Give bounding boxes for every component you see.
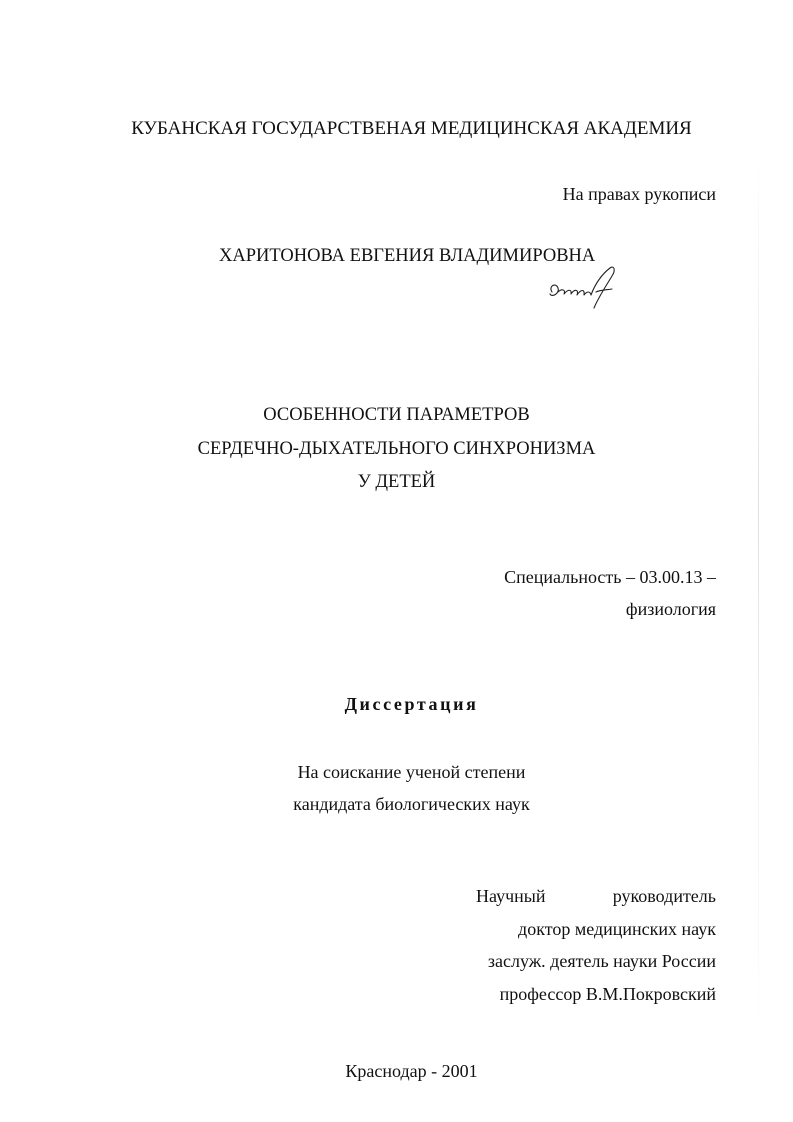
specialty-name: физиология: [625, 599, 716, 619]
institution-name: КУБАНСКАЯ ГОСУДАРСТВЕНАЯ МЕДИЦИНСКАЯ АКАДЕМИЯ: [131, 118, 692, 139]
scan-artifact: [758, 150, 759, 1050]
specialty-code: Специальность – 03.00.13 –: [504, 567, 716, 587]
city-year: Краснодар - 2001: [345, 1061, 478, 1081]
document-type: Диссертация: [344, 694, 479, 714]
supervisor-honor: заслуж. деятель науки России: [487, 951, 716, 971]
manuscript-note: На правах рукописи: [562, 184, 716, 204]
degree-line: На соискание ученой степени: [297, 762, 526, 782]
signature-icon: [540, 262, 630, 312]
supervisor-name: профессор В.М.Покровский: [499, 984, 716, 1004]
supervisor-label-word: Научный: [476, 886, 546, 906]
degree-line: кандидата биологических наук: [293, 794, 530, 814]
title-line: У ДЕТЕЙ: [357, 472, 436, 492]
title-line: ОСОБЕННОСТИ ПАРАМЕТРОВ: [263, 405, 530, 425]
supervisor-label: [476, 885, 716, 907]
supervisor-degree: доктор медицинских наук: [518, 919, 716, 939]
supervisor-label-word: руководитель: [612, 886, 716, 906]
title-line: СЕРДЕЧНО-ДЫХАТЕЛЬНОГО СИНХРОНИЗМА: [197, 439, 596, 459]
author-name: ХАРИТОНОВА ЕВГЕНИЯ ВЛАДИМИРОВНА: [219, 246, 596, 266]
